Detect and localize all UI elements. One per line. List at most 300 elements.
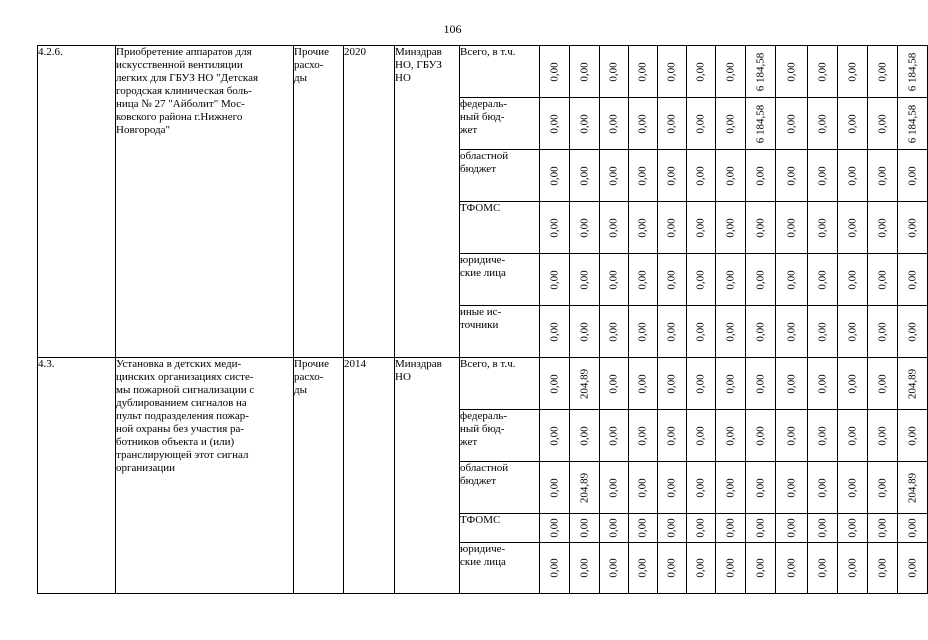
value-cell — [868, 254, 898, 306]
cell-value: 0,00 — [785, 321, 797, 342]
value-cell — [716, 306, 746, 358]
value-cell — [898, 462, 928, 514]
cell-value: 204,89 — [578, 368, 590, 399]
cell-value: 0,00 — [724, 518, 736, 538]
cell-value: 0,00 — [548, 217, 560, 238]
cell-value: 0,00 — [846, 477, 858, 498]
cell-value: 0,00 — [694, 518, 707, 538]
cell-value: 0,00 — [636, 477, 649, 498]
item-code: 4.3. — [38, 358, 116, 594]
value-cell — [658, 358, 687, 410]
cell-value: 0,00 — [548, 558, 560, 578]
value-cell — [540, 358, 570, 410]
value-cell — [687, 46, 716, 98]
cell-value: 0,00 — [816, 321, 828, 342]
cell-value: 6 184,58 — [906, 52, 918, 91]
cell-value: 6 184,58 — [754, 104, 766, 143]
cell-value: 0,00 — [754, 217, 766, 238]
value-cell — [687, 98, 716, 150]
value-cell — [868, 150, 898, 202]
value-cell — [570, 98, 600, 150]
value-cell — [898, 543, 928, 594]
value-cell — [776, 306, 808, 358]
value-cell — [658, 543, 687, 594]
value-cell — [898, 514, 928, 543]
value-cell — [716, 150, 746, 202]
value-cell — [629, 150, 658, 202]
cell-value: 6 184,58 — [906, 104, 918, 143]
cell-value: 0,00 — [785, 558, 797, 578]
cell-value: 0,00 — [636, 165, 649, 186]
cell-value: 0,00 — [816, 373, 828, 394]
value-cell — [570, 462, 600, 514]
cell-value: 0,00 — [876, 321, 888, 342]
value-cell — [629, 46, 658, 98]
value-cell — [716, 514, 746, 543]
cell-value: 0,00 — [548, 61, 560, 82]
cell-value: 0,00 — [724, 217, 736, 238]
item-executor: Минздрав НО, ГБУЗ НО — [395, 46, 460, 358]
cell-value: 0,00 — [876, 217, 888, 238]
value-cell — [629, 306, 658, 358]
cell-value: 0,00 — [785, 113, 797, 134]
value-cell — [629, 358, 658, 410]
item-category: Прочие расхо- ды — [294, 358, 344, 594]
cell-value: 0,00 — [724, 558, 736, 578]
cell-value: 0,00 — [754, 558, 766, 578]
cell-value: 0,00 — [846, 113, 858, 134]
value-cell — [629, 462, 658, 514]
value-cell — [658, 410, 687, 462]
cell-value: 0,00 — [816, 61, 828, 82]
cell-value: 0,00 — [724, 61, 736, 82]
value-cell — [746, 98, 776, 150]
value-cell — [570, 543, 600, 594]
cell-value: 0,00 — [785, 165, 797, 186]
value-cell — [658, 514, 687, 543]
value-cell — [716, 254, 746, 306]
cell-value: 0,00 — [548, 165, 560, 186]
value-cell — [868, 202, 898, 254]
cell-value: 0,00 — [724, 269, 736, 290]
value-cell — [629, 514, 658, 543]
cell-value: 0,00 — [578, 425, 590, 446]
cell-value: 0,00 — [816, 113, 828, 134]
value-cell — [808, 46, 838, 98]
value-cell — [716, 543, 746, 594]
cell-value: 0,00 — [754, 373, 766, 394]
value-cell — [658, 462, 687, 514]
value-cell — [868, 462, 898, 514]
funding-source-label: Всего, в т.ч. — [460, 358, 540, 410]
cell-value: 204,89 — [906, 368, 918, 399]
value-cell — [808, 410, 838, 462]
cell-value: 0,00 — [754, 165, 766, 186]
cell-value: 0,00 — [876, 425, 888, 446]
cell-value: 0,00 — [578, 321, 590, 342]
cell-value: 0,00 — [846, 373, 858, 394]
value-cell — [808, 98, 838, 150]
value-cell — [808, 462, 838, 514]
value-cell — [570, 150, 600, 202]
cell-value: 0,00 — [578, 269, 590, 290]
value-cell — [776, 202, 808, 254]
cell-value: 6 184,58 — [754, 52, 766, 91]
value-cell — [600, 306, 629, 358]
value-cell — [629, 254, 658, 306]
value-cell — [868, 46, 898, 98]
value-cell — [776, 462, 808, 514]
value-cell — [600, 543, 629, 594]
cell-value: 204,89 — [906, 472, 918, 503]
table-row — [38, 46, 928, 98]
item-name: Приобретение аппаратов для искусственной вентиляции легких для ГБУЗ НО "Детская городская клиническая боль- ница № 27 "Айболит" Мос- ковского района г.Нижнего Новгорода" — [116, 46, 294, 358]
value-cell — [687, 254, 716, 306]
funding-source-label: юридиче- ские лица — [460, 543, 540, 594]
cell-value: 0,00 — [816, 518, 828, 538]
cell-value: 0,00 — [578, 113, 590, 134]
cell-value: 0,00 — [906, 165, 918, 186]
cell-value: 0,00 — [548, 113, 560, 134]
value-cell — [716, 358, 746, 410]
cell-value: 0,00 — [694, 373, 707, 394]
cell-value: 0,00 — [906, 269, 918, 290]
cell-value: 0,00 — [785, 425, 797, 446]
value-cell — [716, 410, 746, 462]
value-cell — [687, 358, 716, 410]
value-cell — [808, 514, 838, 543]
cell-value: 0,00 — [846, 165, 858, 186]
cell-value: 0,00 — [578, 217, 590, 238]
cell-value: 0,00 — [636, 61, 649, 82]
cell-value: 0,00 — [846, 518, 858, 538]
item-year: 2014 — [344, 358, 395, 594]
cell-value: 0,00 — [607, 217, 620, 238]
value-cell — [600, 254, 629, 306]
value-cell — [898, 98, 928, 150]
cell-value: 0,00 — [548, 477, 560, 498]
cell-value: 0,00 — [548, 269, 560, 290]
value-cell — [746, 462, 776, 514]
cell-value: 0,00 — [785, 477, 797, 498]
value-cell — [838, 150, 868, 202]
cell-value: 0,00 — [665, 321, 678, 342]
cell-value: 0,00 — [665, 269, 678, 290]
value-cell — [776, 150, 808, 202]
cell-value: 0,00 — [906, 518, 918, 538]
cell-value: 0,00 — [578, 518, 590, 538]
value-cell — [540, 462, 570, 514]
cell-value: 0,00 — [906, 217, 918, 238]
value-cell — [658, 150, 687, 202]
value-cell — [838, 514, 868, 543]
cell-value: 0,00 — [816, 269, 828, 290]
cell-value: 0,00 — [846, 61, 858, 82]
value-cell — [629, 202, 658, 254]
value-cell — [600, 358, 629, 410]
cell-value: 0,00 — [724, 321, 736, 342]
cell-value: 0,00 — [754, 269, 766, 290]
value-cell — [746, 358, 776, 410]
value-cell — [776, 358, 808, 410]
cell-value: 0,00 — [665, 425, 678, 446]
cell-value: 0,00 — [665, 165, 678, 186]
value-cell — [600, 514, 629, 543]
cell-value: 0,00 — [694, 113, 707, 134]
cell-value: 0,00 — [846, 321, 858, 342]
funding-source-label: Всего, в т.ч. — [460, 46, 540, 98]
cell-value: 0,00 — [785, 373, 797, 394]
cell-value: 0,00 — [846, 217, 858, 238]
value-cell — [838, 410, 868, 462]
cell-value: 0,00 — [548, 425, 560, 446]
cell-value: 0,00 — [607, 518, 620, 538]
cell-value: 0,00 — [607, 165, 620, 186]
value-cell — [540, 306, 570, 358]
cell-value: 0,00 — [665, 113, 678, 134]
value-cell — [540, 98, 570, 150]
cell-value: 0,00 — [876, 518, 888, 538]
value-cell — [600, 410, 629, 462]
cell-value: 0,00 — [578, 61, 590, 82]
value-cell — [687, 514, 716, 543]
cell-value: 0,00 — [816, 477, 828, 498]
value-cell — [687, 462, 716, 514]
value-cell — [898, 150, 928, 202]
cell-value: 0,00 — [665, 477, 678, 498]
cell-value: 0,00 — [578, 558, 590, 578]
cell-value: 0,00 — [665, 518, 678, 538]
value-cell — [808, 254, 838, 306]
value-cell — [629, 98, 658, 150]
value-cell — [540, 514, 570, 543]
item-year: 2020 — [344, 46, 395, 358]
value-cell — [570, 202, 600, 254]
cell-value: 0,00 — [694, 425, 707, 446]
value-cell — [658, 46, 687, 98]
cell-value: 0,00 — [876, 373, 888, 394]
value-cell — [687, 150, 716, 202]
cell-value: 0,00 — [607, 558, 620, 578]
value-cell — [898, 46, 928, 98]
cell-value: 0,00 — [665, 373, 678, 394]
cell-value: 0,00 — [694, 321, 707, 342]
value-cell — [570, 358, 600, 410]
value-cell — [716, 462, 746, 514]
value-cell — [776, 410, 808, 462]
value-cell — [658, 306, 687, 358]
cell-value: 0,00 — [816, 165, 828, 186]
cell-value: 0,00 — [636, 558, 649, 578]
cell-value: 0,00 — [636, 373, 649, 394]
cell-value: 0,00 — [785, 61, 797, 82]
value-cell — [808, 306, 838, 358]
value-cell — [746, 306, 776, 358]
value-cell — [716, 98, 746, 150]
budget-table — [37, 45, 928, 594]
value-cell — [808, 543, 838, 594]
cell-value: 0,00 — [816, 425, 828, 446]
cell-value: 0,00 — [607, 373, 620, 394]
cell-value: 0,00 — [846, 425, 858, 446]
value-cell — [776, 254, 808, 306]
value-cell — [687, 543, 716, 594]
value-cell — [600, 202, 629, 254]
cell-value: 0,00 — [694, 61, 707, 82]
value-cell — [746, 410, 776, 462]
value-cell — [868, 98, 898, 150]
value-cell — [746, 514, 776, 543]
value-cell — [600, 150, 629, 202]
funding-source-label: областной бюджет — [460, 150, 540, 202]
cell-value: 0,00 — [694, 558, 707, 578]
cell-value: 0,00 — [607, 425, 620, 446]
value-cell — [838, 462, 868, 514]
value-cell — [868, 306, 898, 358]
cell-value: 0,00 — [694, 165, 707, 186]
funding-source-label: федераль- ный бюд- жет — [460, 98, 540, 150]
value-cell — [540, 46, 570, 98]
value-cell — [570, 254, 600, 306]
value-cell — [570, 46, 600, 98]
cell-value: 0,00 — [876, 61, 888, 82]
cell-value: 0,00 — [785, 518, 797, 538]
value-cell — [868, 410, 898, 462]
value-cell — [687, 202, 716, 254]
value-cell — [687, 410, 716, 462]
funding-source-label: областной бюджет — [460, 462, 540, 514]
value-cell — [746, 150, 776, 202]
cell-value: 0,00 — [785, 217, 797, 238]
cell-value: 0,00 — [906, 321, 918, 342]
cell-value: 0,00 — [816, 217, 828, 238]
value-cell — [868, 514, 898, 543]
cell-value: 0,00 — [694, 217, 707, 238]
value-cell — [868, 358, 898, 410]
value-cell — [687, 306, 716, 358]
cell-value: 0,00 — [876, 165, 888, 186]
value-cell — [838, 98, 868, 150]
value-cell — [716, 202, 746, 254]
value-cell — [898, 254, 928, 306]
value-cell — [838, 202, 868, 254]
value-cell — [808, 150, 838, 202]
value-cell — [746, 202, 776, 254]
value-cell — [600, 462, 629, 514]
value-cell — [898, 306, 928, 358]
cell-value: 0,00 — [846, 269, 858, 290]
cell-value: 0,00 — [785, 269, 797, 290]
cell-value: 0,00 — [876, 477, 888, 498]
cell-value: 0,00 — [724, 373, 736, 394]
item-category: Прочие расхо- ды — [294, 46, 344, 358]
cell-value: 0,00 — [906, 558, 918, 578]
value-cell — [540, 150, 570, 202]
cell-value: 0,00 — [724, 113, 736, 134]
cell-value: 0,00 — [665, 558, 678, 578]
value-cell — [898, 202, 928, 254]
cell-value: 0,00 — [636, 321, 649, 342]
value-cell — [629, 410, 658, 462]
value-cell — [808, 358, 838, 410]
value-cell — [776, 98, 808, 150]
cell-value: 0,00 — [636, 113, 649, 134]
cell-value: 0,00 — [754, 477, 766, 498]
cell-value: 0,00 — [876, 113, 888, 134]
cell-value: 0,00 — [876, 269, 888, 290]
value-cell — [570, 306, 600, 358]
cell-value: 0,00 — [906, 425, 918, 446]
cell-value: 0,00 — [816, 558, 828, 578]
value-cell — [838, 306, 868, 358]
funding-source-label: ТФОМС — [460, 202, 540, 254]
value-cell — [570, 514, 600, 543]
cell-value: 0,00 — [607, 113, 620, 134]
value-cell — [838, 543, 868, 594]
cell-value: 0,00 — [724, 425, 736, 446]
cell-value: 0,00 — [724, 477, 736, 498]
value-cell — [838, 254, 868, 306]
cell-value: 0,00 — [636, 217, 649, 238]
cell-value: 0,00 — [846, 558, 858, 578]
value-cell — [746, 46, 776, 98]
value-cell — [898, 358, 928, 410]
item-name: Установка в детских меди- цинских организациях систе- мы пожарной сигнализации с дублированием сигналов на пульт подразделения пожар- ной охраны без участия ра- ботников объекта и (или) транслирующей этот сигнал организации — [116, 358, 294, 594]
value-cell — [838, 358, 868, 410]
value-cell — [716, 46, 746, 98]
value-cell — [658, 254, 687, 306]
cell-value: 0,00 — [694, 269, 707, 290]
funding-source-label: иные ис- точники — [460, 306, 540, 358]
value-cell — [658, 202, 687, 254]
cell-value: 0,00 — [665, 61, 678, 82]
value-cell — [776, 514, 808, 543]
cell-value: 0,00 — [607, 269, 620, 290]
table-row — [38, 358, 928, 410]
value-cell — [868, 543, 898, 594]
cell-value: 0,00 — [754, 425, 766, 446]
funding-source-label: федераль- ный бюд- жет — [460, 410, 540, 462]
value-cell — [746, 543, 776, 594]
cell-value: 0,00 — [607, 61, 620, 82]
cell-value: 0,00 — [876, 558, 888, 578]
cell-value: 0,00 — [636, 269, 649, 290]
value-cell — [540, 254, 570, 306]
cell-value: 0,00 — [636, 425, 649, 446]
value-cell — [540, 410, 570, 462]
item-executor: Минздрав НО — [395, 358, 460, 594]
cell-value: 0,00 — [636, 518, 649, 538]
cell-value: 204,89 — [578, 472, 590, 503]
value-cell — [808, 202, 838, 254]
value-cell — [600, 46, 629, 98]
cell-value: 0,00 — [754, 321, 766, 342]
cell-value: 0,00 — [548, 518, 560, 538]
cell-value: 0,00 — [548, 373, 560, 394]
value-cell — [658, 98, 687, 150]
cell-value: 0,00 — [607, 321, 620, 342]
item-code: 4.2.6. — [38, 46, 116, 358]
value-cell — [600, 98, 629, 150]
cell-value: 0,00 — [724, 165, 736, 186]
cell-value: 0,00 — [754, 518, 766, 538]
cell-value: 0,00 — [548, 321, 560, 342]
cell-value: 0,00 — [578, 165, 590, 186]
value-cell — [540, 202, 570, 254]
value-cell — [776, 46, 808, 98]
value-cell — [898, 410, 928, 462]
cell-value: 0,00 — [607, 477, 620, 498]
